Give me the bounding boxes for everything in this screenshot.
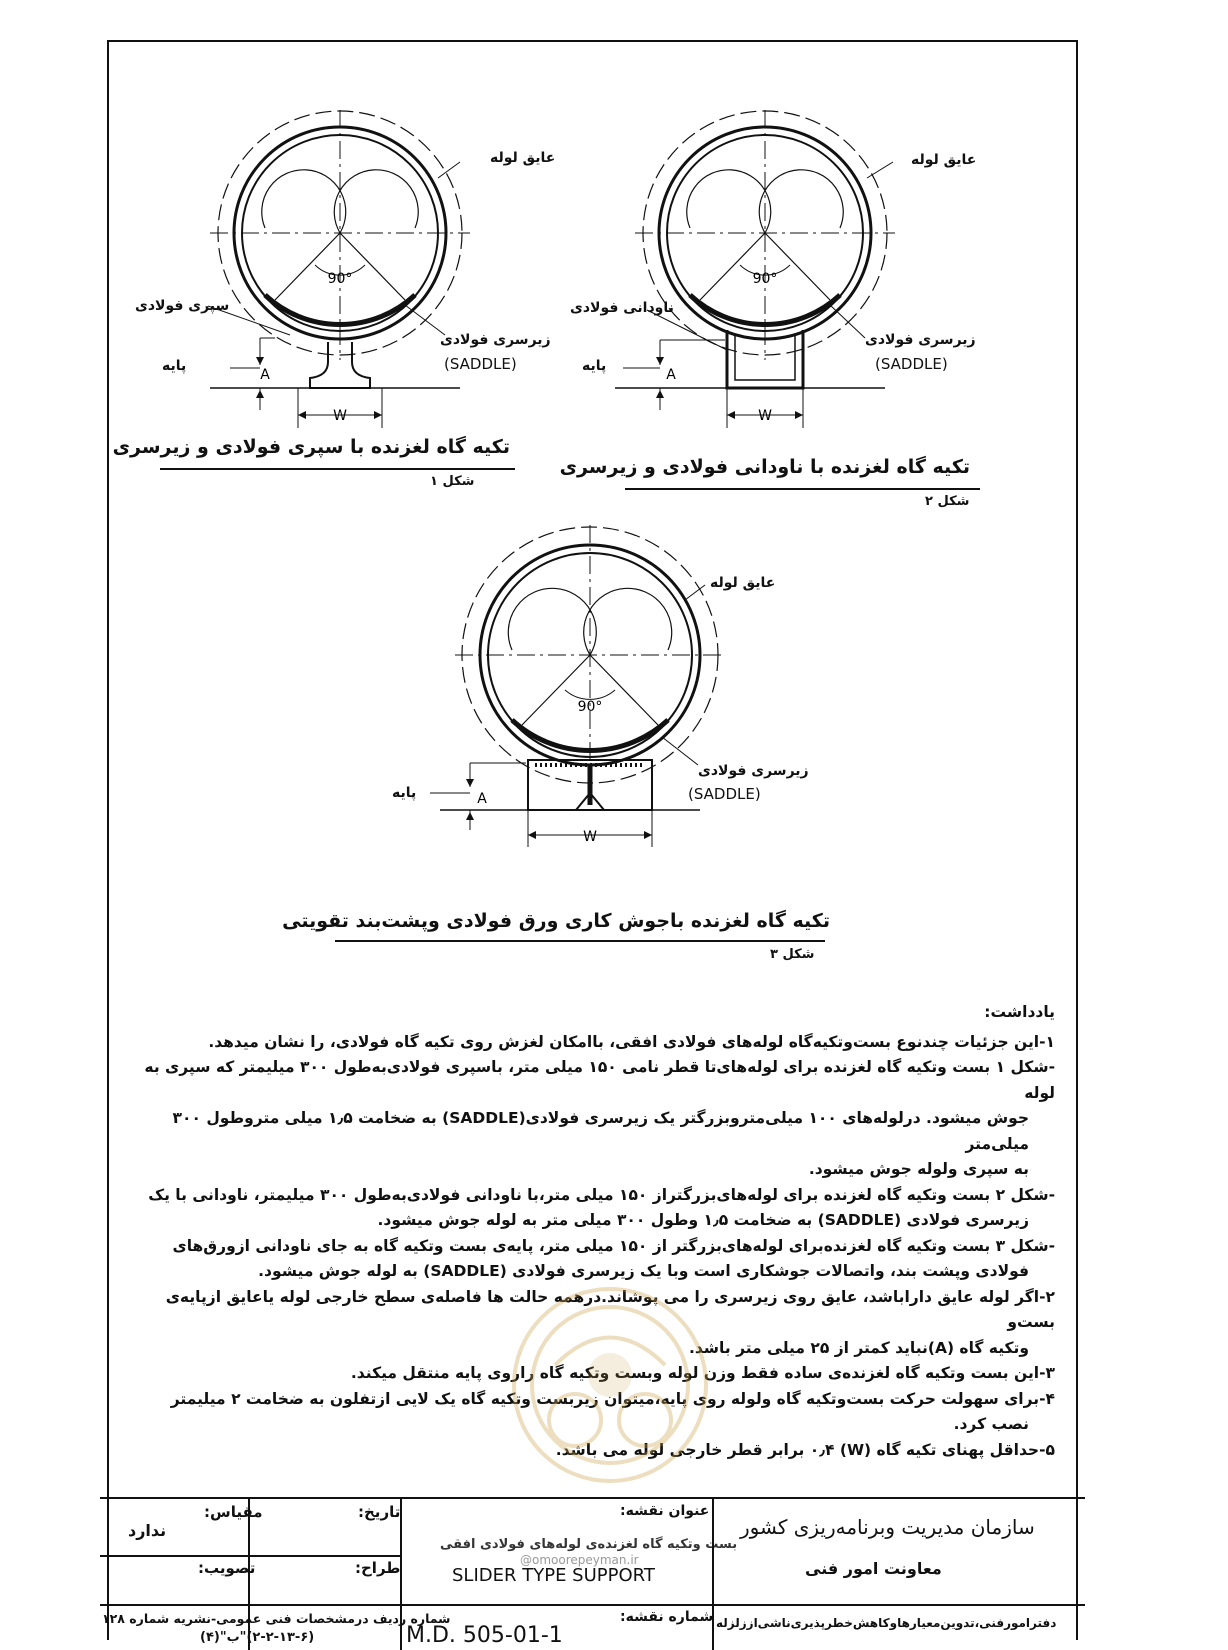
office-name: دفترامورفنی،تدوین‌معیارهاوکاهش‌خطرپذیری‌ناشی‌اززلزله <box>716 1616 1057 1630</box>
figure-2-dim-w: W <box>758 408 772 424</box>
figure-3-caption: تکیه گاه لغزنده باجوش کاری ورق فولادی وپشت‌بند تقویتی <box>282 910 830 932</box>
note-line: ۲-اگر لوله عایق داراباشد، عایق روی زیرسری را می پوشاند.درهمه حالت ها فاصله‌ی سطح خارجی لوله یاعایق ازپایه‌ی بست‌و <box>165 1287 1055 1331</box>
note-line: -شکل ۱ بست وتکیه گاه لغزنده برای لوله‌های‌تا قطر نامی ۱۵۰ میلی متر، باسپری فولادی‌به‌طول ۳۰۰ میلیمتر که سپری به لوله <box>144 1058 1055 1102</box>
figure-3 <box>380 525 840 905</box>
note-line: فولادی وپشت بند، واتصالات جوشکاری است وبا یک زیرسری فولادی (SADDLE) به لوله جوش میشود. <box>258 1262 1029 1280</box>
figure-3-base-label: پایه <box>392 785 417 801</box>
figure-3-pipe-label: عایق لوله <box>710 575 776 591</box>
note-line: ۳-این بست وتکیه گاه لغزنده‌ی ساده فقط وزن لوله وبست وتکیه گاه راروی پایه منتقل میکند. <box>350 1364 1055 1382</box>
figure-1-caption: تکیه گاه لغزنده با سپری فولادی و زیرسری <box>112 436 510 458</box>
figure-3-dim-w: W <box>583 829 597 845</box>
figure-3-caption-line <box>335 940 825 942</box>
figure-3-number: شکل ۳ <box>770 947 815 962</box>
figure-1-dim-w: W <box>333 408 347 424</box>
figure-2-saddle-en: (SADDLE) <box>875 355 948 373</box>
figure-2-dim-a: A <box>666 367 676 383</box>
figure-1-angle: 90° <box>327 271 353 287</box>
watermark-text: @omoorepeyman.ir <box>520 1553 639 1567</box>
spec-reference-code: (۲-۲-۱۳-۶)"ب"(۴) <box>200 1630 315 1645</box>
figure-1-dim-a: A <box>260 367 270 383</box>
figure-2-pipe-label: عایق لوله <box>911 152 977 168</box>
designer-label: طراح: <box>355 1559 401 1577</box>
note-line: جوش میشود. درلوله‌های ۱۰۰ میلی‌متروبزرگتر یک زیرسری فولادی(SADDLE) به ضخامت ۱٫۵ میلی متروطول ۳۰۰ میلی‌متر <box>172 1109 1029 1153</box>
note-line: -شکل ۳ بست وتکیه گاه لغزنده‌برای لوله‌های‌بزرگتر از ۱۵۰ میلی متر، پایه‌ی بست وتکیه گاه به جای ناودانی ازورق‌های <box>172 1236 1055 1255</box>
org-sub: معاونت امور فنی <box>805 1559 942 1578</box>
note-line: ۵-حداقل پهنای تکیه گاه (W) ۰٫۴ برابر قطر خارجی لوله می باشد. <box>555 1440 1055 1459</box>
figure-1-number: شکل ۱ <box>430 474 475 489</box>
figure-1-caption-line <box>160 468 515 470</box>
figure-3-saddle-en: (SADDLE) <box>688 785 761 803</box>
figure-1-pipe-label: عایق لوله <box>490 150 556 166</box>
note-line: ۱-این جزئیات چندنوع بست‌وتکیه‌گاه لوله‌های فولادی افقی، باامکان لغزش روی تکیه گاه فولادی، را نشان میدهد. <box>208 1032 1055 1051</box>
note-line: نصب کرد. <box>953 1415 1029 1433</box>
drawing-title-fa: بست وتکیه گاه لغزنده‌ی لوله‌های فولادی افقی <box>440 1537 738 1552</box>
drawing-no-label: شماره نقشه: <box>620 1609 714 1625</box>
figure-3-dim-a: A <box>477 791 487 807</box>
figure-2 <box>559 110 995 500</box>
figure-2-angle: 90° <box>752 271 778 287</box>
figure-3-saddle-label: زیرسری فولادی <box>698 763 809 779</box>
figure-2-caption: تکیه گاه لغزنده با ناودانی فولادی و زیرسری <box>559 456 970 478</box>
figure-1-saddle-label: زیرسری فولادی <box>440 332 551 348</box>
scale-label: مقیاس: <box>204 1503 263 1521</box>
figure-2-number: شکل ۲ <box>925 494 970 509</box>
drawing-no: M.D. 505-01-1 <box>406 1623 563 1648</box>
title-block <box>100 1497 1085 1650</box>
figure-2-base-label: پایه <box>582 358 607 374</box>
figure-3-angle: 90° <box>577 699 603 715</box>
drawing-title-label: عنوان نقشه: <box>620 1503 710 1519</box>
scale-value: ندارد <box>128 1521 167 1540</box>
figure-1-base-label: پایه <box>162 358 187 374</box>
notes-heading: یادداشت: <box>984 1003 1055 1021</box>
seal-watermark <box>505 1270 715 1500</box>
figure-2-caption-line <box>625 488 980 490</box>
figure-2-support-label: ناودانی فولادی <box>570 300 674 316</box>
note-line: وتکیه گاه (A)نباید کمتر از ۲۵ میلی متر باشد. <box>688 1338 1029 1357</box>
note-line: زیرسری فولادی (SADDLE) به ضخامت ۱٫۵ وطول ۳۰۰ میلی متر به لوله جوش میشود. <box>377 1211 1029 1229</box>
approval-label: تصویب: <box>198 1559 256 1577</box>
note-line: ۴-برای سهولت حرکت بست‌وتکیه گاه ولوله روی پایه،میتوان زیربست وتکیه گاه یک لایی ازتفلون به ضخامت ۲ میلیمتر <box>170 1389 1055 1408</box>
org-name: سازمان مدیریت وبرنامه‌ریزی کشور <box>740 1515 1035 1539</box>
note-line: -شکل ۲ بست وتکیه گاه لغزنده برای لوله‌های‌بزرگتراز ۱۵۰ میلی متر،با ناودانی فولادی‌به‌طول ۳۰۰ میلیمتر، ناودانی با یک <box>148 1185 1055 1204</box>
figure-1-support-label: سپری فولادی <box>135 298 230 314</box>
figure-1-saddle-en: (SADDLE) <box>444 355 517 373</box>
spec-reference: شماره ردیف درمشخصات فنی عمومی-نشریه شماره ۱۲۸ <box>102 1611 451 1626</box>
date-label: تاریخ: <box>358 1503 401 1521</box>
figure-2-saddle-label: زیرسری فولادی <box>865 332 976 348</box>
drawing-title-en: SLIDER TYPE SUPPORT <box>452 1565 655 1586</box>
note-line: به سپری ولوله جوش میشود. <box>808 1160 1029 1178</box>
